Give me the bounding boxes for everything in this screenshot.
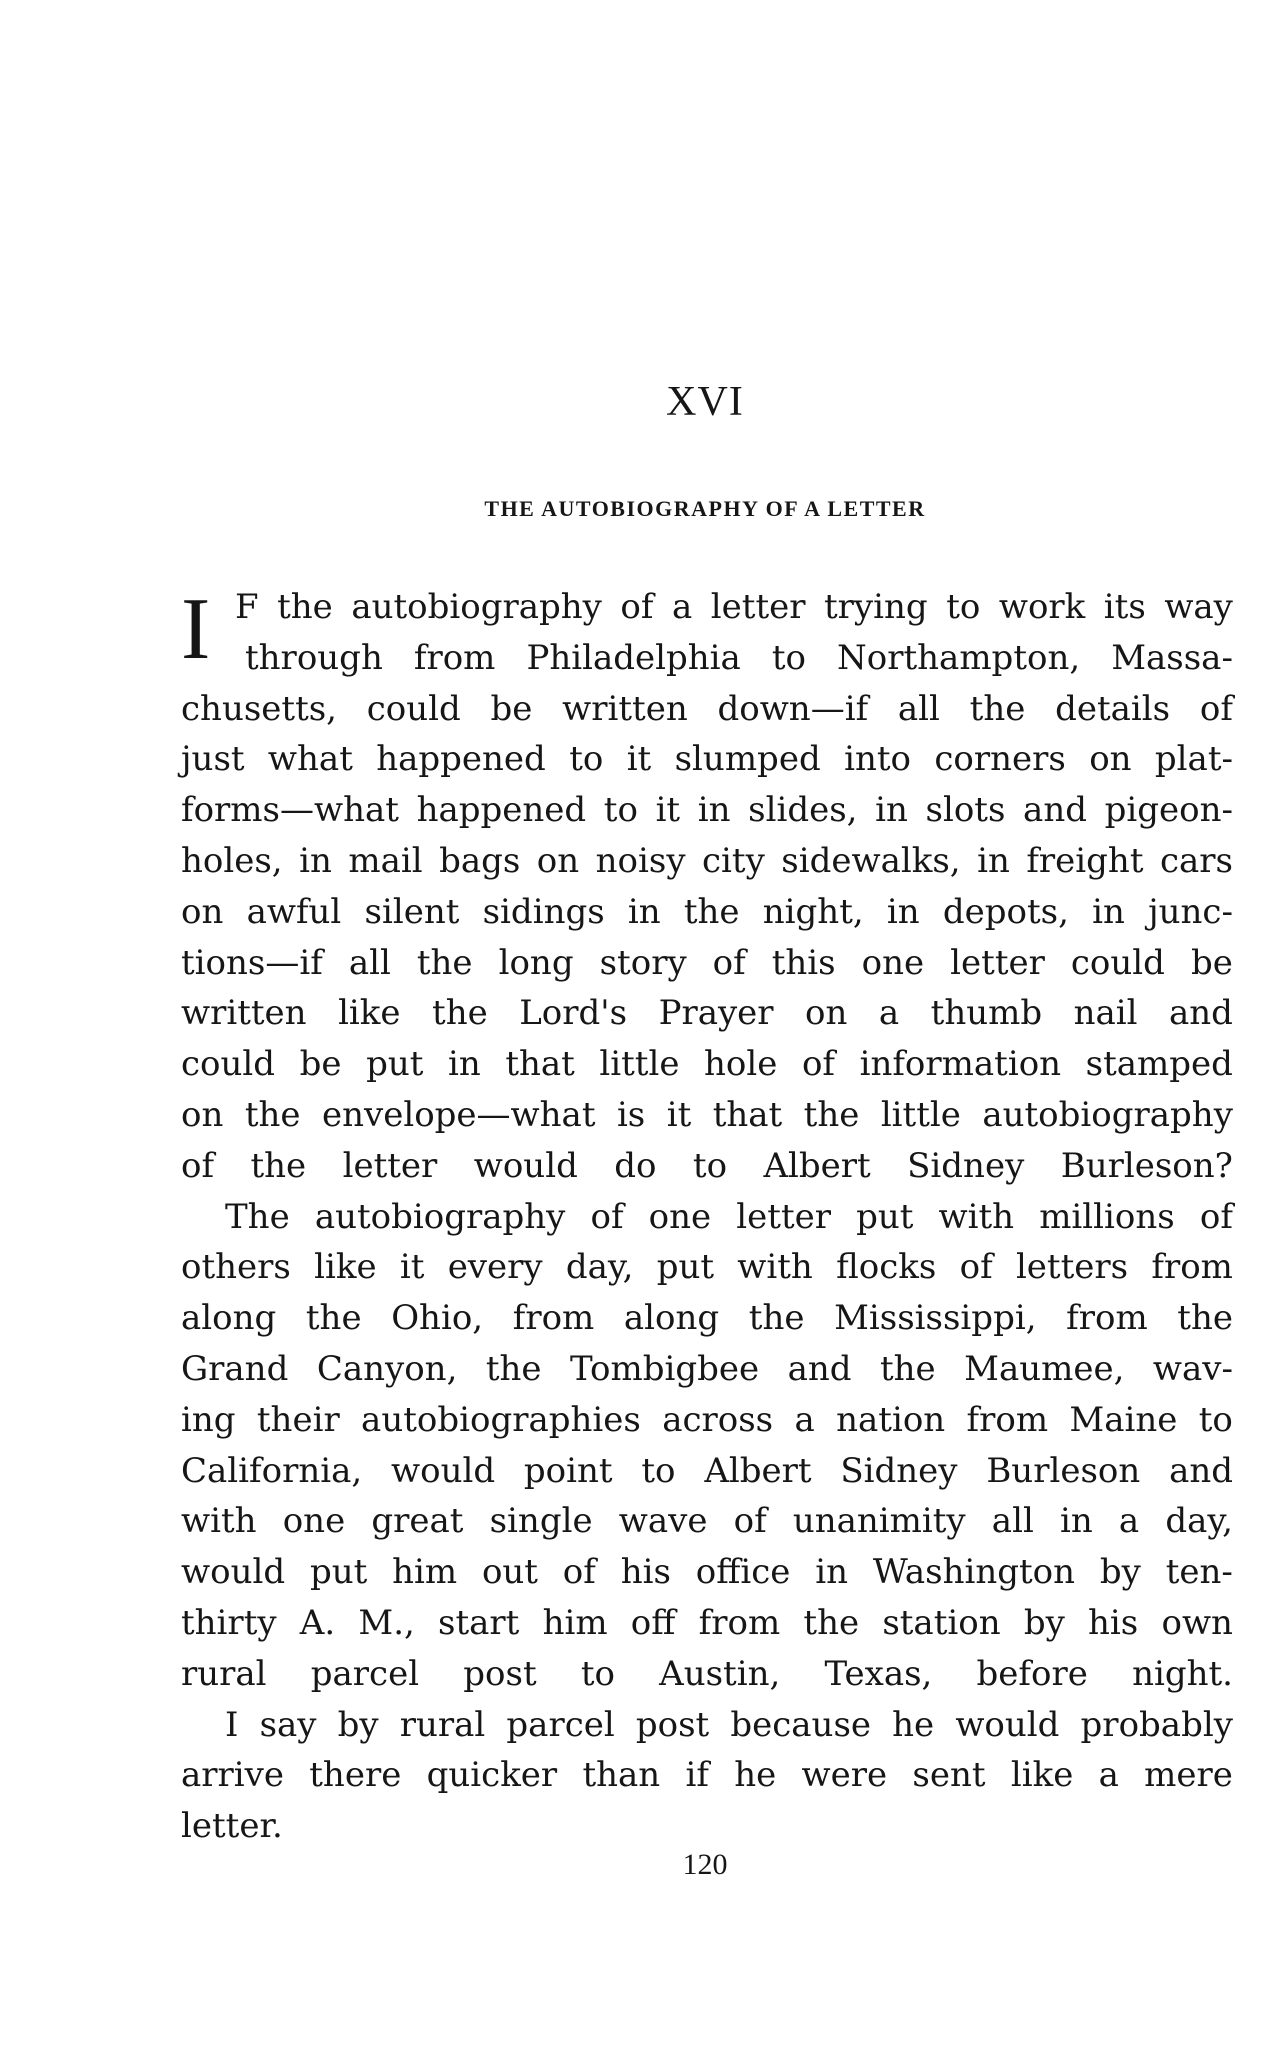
word: the: [1177, 1298, 1233, 1339]
word: to: [603, 790, 638, 831]
word: do: [614, 1145, 657, 1186]
text-line: [181, 1141, 1233, 1192]
word: happened: [416, 790, 587, 831]
word: details: [1055, 688, 1171, 729]
drop-cap: I: [181, 581, 211, 678]
text-line: [181, 785, 1233, 836]
word: letter.: [181, 1806, 283, 1847]
word: down—if: [717, 688, 869, 729]
word: it: [666, 1094, 692, 1135]
word: just: [181, 739, 245, 780]
word: to: [580, 1653, 615, 1694]
word: one: [861, 942, 925, 983]
text-line: [181, 1090, 1233, 1141]
word: along: [181, 1298, 277, 1339]
word: with: [737, 1247, 813, 1288]
text-line: [181, 1801, 1233, 1852]
word: from: [512, 1298, 595, 1339]
word: a: [794, 1399, 815, 1440]
text-line: [181, 684, 1233, 735]
word: in: [977, 840, 1010, 881]
word: sent: [912, 1755, 986, 1796]
word: letter: [710, 587, 806, 627]
word: The: [225, 1196, 290, 1237]
word: sidewalks,: [781, 840, 961, 881]
text-line: [181, 1598, 1233, 1649]
word: would: [391, 1450, 496, 1491]
word: Canyon,: [316, 1348, 458, 1389]
text-line: [181, 1039, 1233, 1090]
word: ing: [181, 1399, 236, 1440]
word: mere: [1144, 1755, 1233, 1796]
word: written: [181, 993, 307, 1034]
chapter-number: XVI: [666, 379, 744, 425]
word: Prayer: [658, 993, 774, 1034]
word: put: [856, 1196, 914, 1237]
text-line: [181, 1700, 1233, 1751]
word: put: [309, 1552, 368, 1593]
word: that: [712, 1094, 783, 1135]
word: story: [599, 942, 687, 983]
word: night,: [762, 891, 864, 932]
word: Albert: [763, 1145, 871, 1186]
word: work: [998, 587, 1086, 627]
word: and: [787, 1348, 852, 1389]
word: of: [733, 1501, 767, 1542]
word: of: [1199, 1196, 1233, 1237]
word: by: [1099, 1552, 1141, 1593]
word: tions—if: [181, 942, 323, 983]
text-line: [181, 1649, 1233, 1700]
word: of: [959, 1247, 993, 1288]
word: that: [505, 1044, 575, 1085]
word: their: [256, 1399, 340, 1440]
word: from: [413, 637, 496, 678]
word: say: [259, 1704, 317, 1745]
word: the: [432, 993, 488, 1034]
word: rural: [181, 1653, 267, 1694]
word: others: [181, 1247, 291, 1288]
word: hole: [704, 1044, 778, 1085]
word: junc-: [1148, 891, 1233, 932]
word: be: [490, 688, 533, 729]
word: through: [245, 637, 383, 678]
word: to: [946, 587, 981, 627]
word: he: [892, 1704, 935, 1745]
word: station: [882, 1602, 1001, 1643]
word: from: [1151, 1247, 1233, 1288]
word: he: [734, 1755, 777, 1796]
word: wave: [618, 1501, 708, 1542]
word: in: [875, 790, 908, 831]
word: if: [685, 1755, 709, 1796]
paragraph-1: [181, 582, 1233, 1192]
text-line: [181, 988, 1233, 1039]
word: the: [416, 942, 473, 983]
word: pigeon-: [1104, 790, 1233, 831]
word: cars: [1159, 840, 1233, 881]
word: the: [305, 1298, 362, 1339]
word: it: [399, 1247, 425, 1288]
word: in: [447, 1044, 481, 1085]
word: M.,: [358, 1602, 415, 1643]
word: nail: [1073, 993, 1138, 1034]
word: F: [235, 587, 259, 627]
word: office: [695, 1552, 791, 1593]
word: like: [338, 993, 401, 1034]
text-line: [181, 1242, 1233, 1293]
word: written: [562, 688, 688, 729]
word: rural: [399, 1704, 486, 1745]
word: of: [562, 1552, 596, 1593]
word: to: [771, 637, 806, 678]
word: a: [671, 587, 693, 627]
word: across: [662, 1399, 774, 1440]
body-text: [181, 582, 1233, 1852]
word: from: [1066, 1298, 1148, 1339]
word: Tombigbee: [569, 1348, 760, 1389]
word: and: [1169, 1450, 1233, 1491]
word: the: [250, 1145, 307, 1186]
word: unanimity: [792, 1501, 966, 1542]
word: arrive: [181, 1755, 284, 1796]
word: letter: [342, 1145, 438, 1186]
word: the: [485, 1348, 542, 1389]
word: in: [886, 891, 920, 932]
word: on: [181, 891, 224, 932]
word: Washington: [872, 1552, 1076, 1593]
word: the: [880, 1348, 936, 1389]
chapter-title: THE AUTOBIOGRAPHY OF A LETTER: [484, 496, 926, 521]
word: Ohio,: [391, 1298, 484, 1339]
word: chusetts,: [181, 688, 337, 729]
word: on: [181, 1094, 224, 1135]
word: his: [1088, 1602, 1139, 1643]
word: put: [656, 1247, 715, 1288]
word: Albert: [704, 1450, 812, 1491]
word: holes,: [181, 840, 283, 881]
word: be: [1190, 942, 1233, 983]
word: in: [1092, 891, 1125, 932]
word: Burleson: [986, 1450, 1141, 1491]
word: slumped: [674, 739, 821, 780]
word: to: [692, 1145, 728, 1186]
word: Lord's: [519, 993, 628, 1034]
text-line: [181, 1547, 1233, 1598]
word: little: [880, 1094, 961, 1135]
word: happened: [376, 739, 546, 780]
word: parcel: [506, 1704, 615, 1745]
text-line: [181, 887, 1233, 938]
word: thumb: [930, 993, 1043, 1034]
word: by: [337, 1704, 379, 1745]
word: to: [641, 1450, 676, 1491]
word: I: [225, 1704, 239, 1745]
word: awful: [246, 891, 342, 932]
page-number: 120: [682, 1848, 728, 1881]
word: little: [599, 1044, 680, 1085]
word: out: [481, 1552, 538, 1593]
word: could: [181, 1044, 276, 1085]
word: in: [1059, 1501, 1093, 1542]
word: what: [267, 739, 353, 780]
word: in: [815, 1552, 849, 1593]
word: to: [569, 739, 604, 780]
word: Northampton,: [837, 637, 1081, 678]
text-line: [181, 1496, 1233, 1547]
word: California,: [181, 1450, 363, 1491]
word: the: [683, 891, 740, 932]
word: all: [991, 1501, 1034, 1542]
word: depots,: [942, 891, 1069, 932]
word: thirty: [181, 1602, 277, 1643]
word: long: [498, 942, 574, 983]
word: put: [366, 1044, 424, 1085]
word: by: [1023, 1602, 1065, 1643]
word: before: [976, 1653, 1088, 1694]
word: all: [348, 942, 391, 983]
word: of: [620, 587, 654, 627]
word: like: [314, 1247, 377, 1288]
word: slides,: [748, 790, 858, 831]
word: Sidney: [907, 1145, 1025, 1186]
word: day,: [1165, 1501, 1233, 1542]
word: letters: [1015, 1247, 1129, 1288]
word: a: [1098, 1755, 1119, 1796]
word: were: [801, 1755, 888, 1796]
word: the: [748, 1298, 805, 1339]
word: autobiography: [351, 587, 602, 627]
word: along: [623, 1298, 720, 1339]
word: wav-: [1152, 1348, 1233, 1389]
word: forms—what: [181, 790, 399, 831]
word: would: [955, 1704, 1060, 1745]
word: probably: [1080, 1704, 1233, 1745]
word: way: [1164, 587, 1233, 627]
word: of: [801, 1044, 836, 1085]
word: this: [771, 942, 836, 983]
word: letter: [950, 942, 1045, 983]
word: the: [244, 1094, 301, 1135]
text-line: [181, 1293, 1233, 1344]
word: his: [620, 1552, 671, 1593]
word: plat-: [1154, 739, 1233, 780]
word: in: [299, 840, 332, 881]
word: of: [590, 1196, 624, 1237]
word: envelope—what: [321, 1094, 596, 1135]
word: Sidney: [840, 1450, 958, 1491]
word: Maine: [1069, 1399, 1178, 1440]
word: the: [969, 688, 1026, 729]
word: trying: [824, 587, 928, 627]
word: Texas,: [824, 1653, 933, 1694]
word: it: [655, 790, 681, 831]
word: night.: [1132, 1653, 1233, 1694]
word: single: [489, 1501, 593, 1542]
word: corners: [934, 739, 1066, 780]
word: point: [523, 1450, 613, 1491]
word: Burleson?: [1060, 1145, 1233, 1186]
word: there: [309, 1755, 402, 1796]
word: and: [1169, 993, 1233, 1034]
word: Grand: [181, 1348, 289, 1389]
word: information: [859, 1044, 1062, 1085]
word: post: [635, 1704, 710, 1745]
word: would: [181, 1552, 286, 1593]
word: freight: [1026, 840, 1144, 881]
word: mail: [348, 840, 423, 881]
word: on: [536, 840, 580, 881]
word: be: [299, 1044, 342, 1085]
word: its: [1103, 587, 1146, 627]
word: autobiography: [314, 1196, 566, 1237]
word: all: [897, 688, 940, 729]
word: slots: [925, 790, 1006, 831]
word: flocks: [836, 1247, 937, 1288]
word: like: [1010, 1755, 1074, 1796]
word: to: [1198, 1399, 1233, 1440]
word: every: [447, 1247, 543, 1288]
word: a: [878, 993, 900, 1034]
word: Philadelphia: [526, 637, 741, 678]
word: would: [473, 1145, 578, 1186]
word: because: [730, 1704, 872, 1745]
word: one: [282, 1501, 346, 1542]
word: it: [626, 739, 652, 780]
word: autobiography: [982, 1094, 1233, 1135]
word: own: [1161, 1602, 1233, 1643]
text-line: [181, 633, 1233, 684]
paragraph-2: [181, 1192, 1233, 1700]
text-line: [181, 1344, 1233, 1395]
word: millions: [1039, 1196, 1175, 1237]
word: off: [630, 1602, 676, 1643]
word: ten-: [1165, 1552, 1233, 1593]
word: of: [181, 1145, 215, 1186]
word: into: [844, 739, 911, 780]
word: the: [803, 1094, 860, 1135]
word: from: [966, 1399, 1049, 1440]
word: him: [392, 1552, 458, 1593]
word: Austin,: [659, 1653, 781, 1694]
text-line: [181, 734, 1233, 785]
word: in: [627, 891, 661, 932]
word: Mississippi,: [834, 1298, 1037, 1339]
text-line: [181, 582, 1233, 633]
word: the: [803, 1602, 860, 1643]
word: than: [582, 1755, 661, 1796]
word: start: [438, 1602, 520, 1643]
word: one: [648, 1196, 712, 1237]
word: of: [712, 942, 746, 983]
word: letter: [736, 1196, 831, 1237]
word: silent: [364, 891, 460, 932]
word: and: [1023, 790, 1087, 831]
word: could: [366, 688, 461, 729]
word: him: [542, 1602, 608, 1643]
word: in: [697, 790, 731, 831]
word: on: [805, 993, 848, 1034]
text-line: [181, 938, 1233, 989]
word: Maumee,: [964, 1348, 1125, 1389]
word: of: [1199, 688, 1233, 729]
word: day,: [565, 1247, 634, 1288]
word: post: [463, 1653, 537, 1694]
word: with: [181, 1501, 257, 1542]
word: sidings: [482, 891, 605, 932]
word: autobiographies: [361, 1399, 641, 1440]
paragraph-3: [181, 1700, 1233, 1852]
word: great: [371, 1501, 464, 1542]
text-line: [181, 1192, 1233, 1243]
text-line: [181, 1750, 1233, 1801]
word: parcel: [310, 1653, 420, 1694]
text-line: [181, 836, 1233, 887]
word: noisy: [595, 840, 686, 881]
word: city: [702, 840, 765, 881]
word: the: [277, 587, 333, 627]
word: could: [1070, 942, 1165, 983]
word: with: [938, 1196, 1015, 1237]
text-line: [181, 1395, 1233, 1446]
text-line: [181, 1446, 1233, 1497]
word: nation: [836, 1399, 946, 1440]
word: stamped: [1085, 1044, 1233, 1085]
word: A.: [299, 1602, 336, 1643]
word: Massa-: [1111, 637, 1233, 678]
word: from: [698, 1602, 781, 1643]
word: is: [616, 1094, 646, 1135]
word: bags: [439, 840, 521, 881]
word: a: [1118, 1501, 1140, 1542]
word: on: [1089, 739, 1132, 780]
word: quicker: [426, 1755, 558, 1796]
